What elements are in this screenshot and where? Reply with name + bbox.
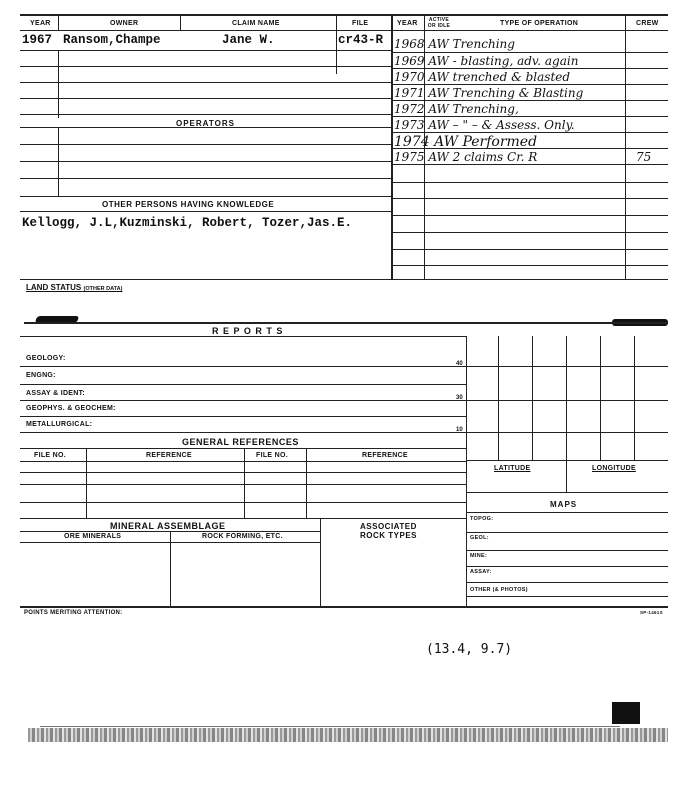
record-year: 1967 (22, 33, 53, 47)
operation-entry-1973: 1973 AW – " – & Assess. Only. (394, 118, 575, 132)
longitude-label: LONGITUDE (592, 465, 636, 472)
handwritten-coordinates: (13.4, 9.7) (426, 642, 513, 657)
reports-metallurgical: METALLURGICAL: (26, 421, 93, 428)
reports-scale-30: 30 (456, 395, 463, 401)
record-file: cr43-R (338, 33, 384, 47)
land-status-title: LAND STATUS (26, 283, 82, 292)
rock-forming-label: ROCK FORMING, ETC. (202, 533, 283, 540)
reports-assay: ASSAY & IDENT: (26, 390, 86, 397)
reports-geology: GEOLOGY: (26, 355, 66, 362)
latitude-label: LATITUDE (494, 465, 531, 472)
maps-other: OTHER (& PHOTOS) (470, 587, 528, 593)
assoc-rock-types-1: ASSOCIATED (360, 522, 417, 531)
header-owner: OWNER (110, 20, 139, 27)
ore-minerals-label: ORE MINERALS (64, 533, 122, 540)
operation-entry-1969: 1969 AW - blasting, adv. again (394, 54, 579, 68)
reports-scale-10: 10 (456, 427, 463, 433)
header-year: YEAR (30, 20, 51, 27)
maps-geol: GEOL: (470, 535, 489, 541)
record-claim-name: Jane W. (222, 33, 275, 47)
mineral-assemblage-title: MINERAL ASSEMBLAGE (110, 521, 226, 531)
operation-entry-1968: 1968 AW Trenching (394, 37, 515, 51)
general-refs-reference-2: REFERENCE (362, 452, 408, 459)
maps-topog: TOPOG: (470, 516, 494, 522)
header-claim-name: CLAIM NAME (232, 20, 280, 27)
header-active-idle: ACTIVE OR IDLE (427, 17, 451, 29)
operators-label: OPERATORS (176, 119, 235, 128)
scan-noise-block (612, 702, 640, 724)
operation-entry-1972: 1972 AW Trenching, (394, 102, 519, 116)
reports-engng: ENGNG: (26, 372, 56, 379)
header-year-2: YEAR (397, 20, 418, 27)
scan-noise-bar (28, 728, 668, 742)
operation-entry-1971: 1971 AW Trenching & Blasting (394, 86, 584, 100)
header-crew: CREW (636, 20, 659, 27)
general-refs-file-no-2: FILE NO. (256, 452, 288, 459)
general-refs-reference-1: REFERENCE (146, 452, 192, 459)
general-refs-title: GENERAL REFERENCES (182, 437, 299, 447)
knowledge-label: OTHER PERSONS HAVING KNOWLEDGE (102, 200, 275, 209)
operation-entry-1974: 1974 AW Performed (394, 134, 538, 150)
general-refs-file-no-1: FILE NO. (34, 452, 66, 459)
record-owner: Ransom,Champe (63, 33, 161, 47)
form-number: SP-1461S (640, 610, 663, 615)
operation-entry-1975: 1975 AW 2 claims Cr. R (394, 150, 538, 164)
reports-scale-40: 40 (456, 361, 463, 367)
knowledge-text: Kellogg, J.L,Kuzminski, Robert, Tozer,Jas.E. (22, 216, 353, 230)
points-meriting-attention: POINTS MERITING ATTENTION: (24, 610, 123, 616)
land-status-label (26, 283, 122, 292)
operation-crew-1975: 75 (636, 150, 652, 164)
land-status-sub: (OTHER DATA) (83, 286, 123, 292)
reports-geophys: GEOPHYS. & GEOCHEM: (26, 405, 116, 412)
assoc-rock-types-2: ROCK TYPES (360, 531, 418, 540)
header-type-of-operation: TYPE OF OPERATION (500, 20, 579, 27)
maps-mine: MINE: (470, 553, 488, 559)
reports-title: R E P O R T S (212, 326, 284, 336)
header-file: FILE (352, 20, 369, 27)
maps-title: MAPS (550, 500, 578, 509)
operation-entry-1970: 1970 AW trenched & blasted (394, 70, 571, 84)
maps-assay: ASSAY: (470, 569, 492, 575)
